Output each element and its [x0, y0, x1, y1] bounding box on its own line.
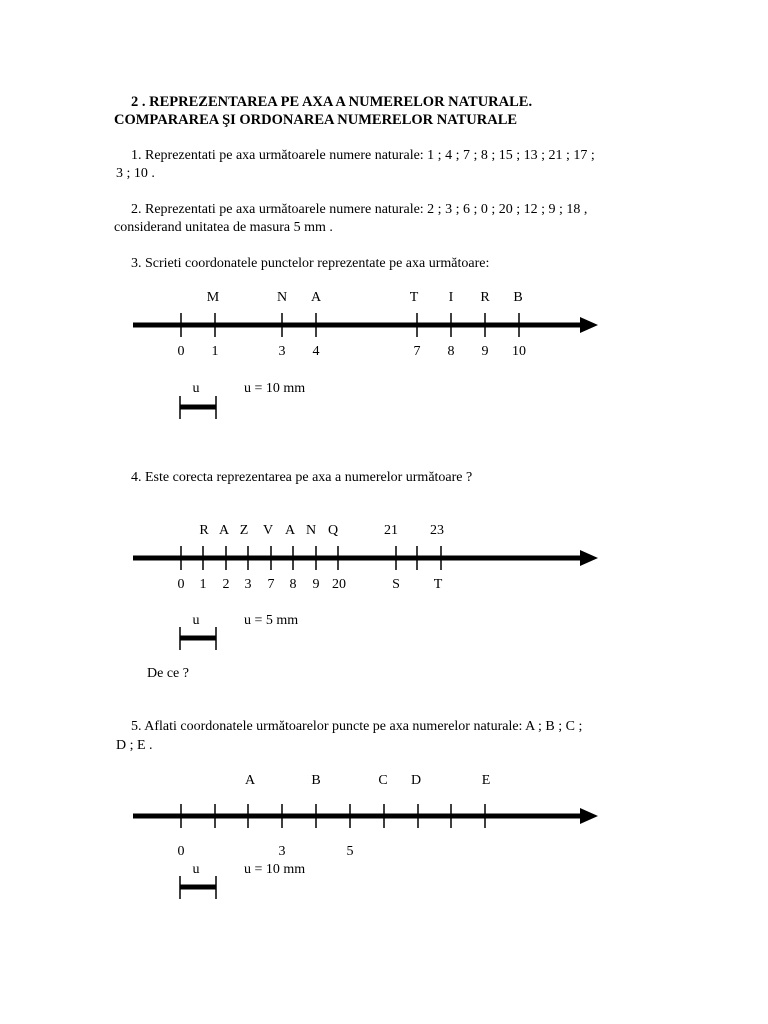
unit-5-label: u: [192, 862, 200, 877]
axis-4-number-3: 3: [244, 577, 252, 592]
unit-segment-5: [0, 874, 768, 904]
axis-3-number-7: 7: [413, 344, 421, 359]
number-axis-3: [0, 300, 768, 350]
axis-4-point-a: A: [218, 523, 230, 538]
axis-5-point-b: B: [311, 773, 321, 788]
axis-5-point-a: A: [244, 773, 256, 788]
unit-segment-4: [0, 625, 768, 655]
unit-4-label: u: [192, 613, 200, 628]
axis-5-number-5: 5: [346, 844, 354, 859]
axis-4-point-r: R: [199, 523, 209, 538]
title-line-1: 2 . REPREZENTAREA PE AXA A NUMERELOR NATURALE.: [131, 94, 533, 110]
axis-3-number-10: 10: [512, 344, 526, 359]
axis-4-point-a2: A: [284, 523, 296, 538]
axis-3-point-t: T: [409, 290, 419, 305]
axis-4-point-z: Z: [239, 523, 249, 538]
title-line-2: COMPARAREA ŞI ORDONAREA NUMERELOR NATURALE: [114, 112, 518, 128]
axis-3-number-1: 1: [211, 344, 219, 359]
axis-4-number-9: 9: [312, 577, 320, 592]
exercise-1-line-2: 3 ; 10 .: [116, 166, 155, 181]
axis-3-point-r: R: [480, 290, 490, 305]
axis-4-point-s: S: [392, 577, 400, 592]
unit-4-text: u = 5 mm: [244, 613, 299, 628]
exercise-4-question: De ce ?: [147, 666, 189, 681]
axis-4-number-7: 7: [267, 577, 275, 592]
axis-3-number-0: 0: [177, 344, 185, 359]
exercise-5-line-2: D ; E .: [116, 738, 153, 753]
axis-4-point-t: T: [433, 577, 443, 592]
axis-4-number-2: 2: [222, 577, 230, 592]
exercise-3-text: 3. Scrieti coordonatele punctelor reprezentate pe axa următoare:: [131, 256, 490, 271]
axis-4-point-v: V: [262, 523, 274, 538]
axis-4-number-23: 23: [430, 523, 444, 538]
exercise-2-line-2: considerand unitatea de masura 5 mm .: [114, 220, 333, 235]
axis-3-point-m: M: [206, 290, 220, 305]
axis-4-number-1: 1: [199, 577, 207, 592]
axis-4-number-21: 21: [384, 523, 398, 538]
axis-5-number-0: 0: [177, 844, 185, 859]
axis-5-number-3: 3: [278, 844, 286, 859]
axis-3-number-8: 8: [447, 344, 455, 359]
axis-3-point-n: N: [276, 290, 288, 305]
unit-3-label: u: [192, 381, 200, 396]
exercise-2-line-1: 2. Reprezentati pe axa următoarele numere naturale: 2 ; 3 ; 6 ; 0 ; 20 ; 12 ; 9 ; 18 ,: [131, 202, 588, 217]
axis-3-point-b: B: [513, 290, 523, 305]
unit-5-text: u = 10 mm: [244, 862, 306, 877]
axis-4-point-n: N: [305, 523, 317, 538]
number-axis-5: [0, 791, 768, 841]
axis-4-number-8: 8: [289, 577, 297, 592]
axis-5-point-d: D: [410, 773, 422, 788]
axis-3-number-9: 9: [481, 344, 489, 359]
exercise-5-line-1: 5. Aflati coordonatele următoarelor puncte pe axa numerelor naturale: A ; B ; C ;: [131, 719, 583, 734]
number-axis-4: [0, 533, 768, 583]
axis-5-point-c: C: [378, 773, 388, 788]
unit-segment-3: [0, 394, 768, 424]
axis-5-point-e: E: [481, 773, 491, 788]
axis-4-number-0: 0: [177, 577, 185, 592]
axis-3-point-a: A: [310, 290, 322, 305]
axis-4-point-q: Q: [327, 523, 339, 538]
axis-3-number-4: 4: [312, 344, 320, 359]
axis-3-number-3: 3: [278, 344, 286, 359]
exercise-1-line-1: 1. Reprezentati pe axa următoarele numere naturale: 1 ; 4 ; 7 ; 8 ; 15 ; 13 ; 21 ; 17 ;: [131, 148, 595, 163]
exercise-4-text: 4. Este corecta reprezentarea pe axa a numerelor următoare ?: [131, 470, 473, 485]
unit-3-text: u = 10 mm: [244, 381, 306, 396]
axis-4-number-20: 20: [332, 577, 346, 592]
axis-3-point-i: I: [448, 290, 454, 305]
